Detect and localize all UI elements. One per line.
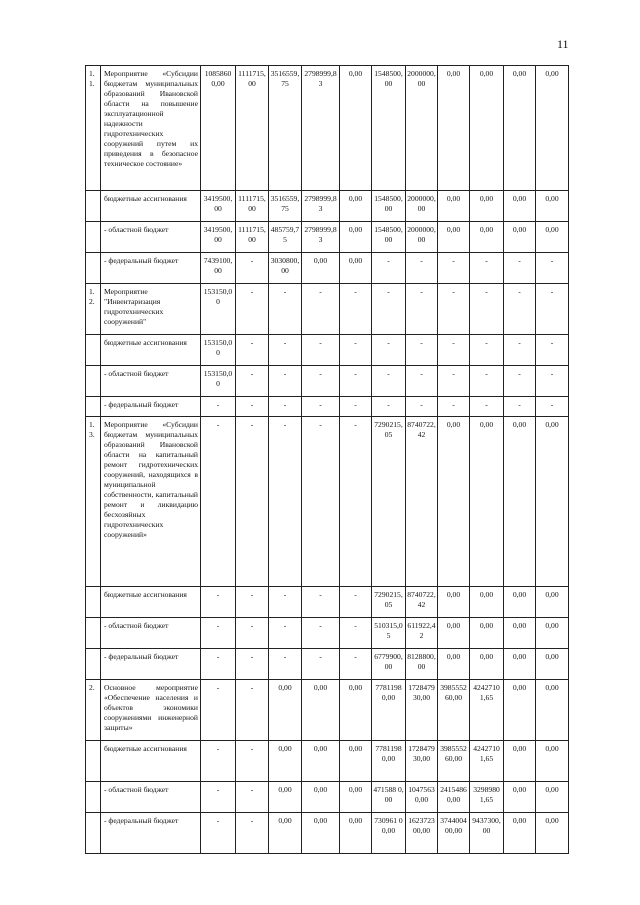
value-cell: 1548500,00: [372, 191, 406, 222]
value-cell: -: [236, 649, 269, 680]
value-cell: -: [340, 618, 372, 649]
value-cell: 0,00: [269, 741, 302, 782]
row-name: бюджетные ассигнования: [101, 335, 201, 366]
value-cell: 7439100,00: [201, 253, 236, 284]
value-cell: -: [340, 587, 372, 618]
value-cell: 0,00: [269, 680, 302, 741]
value-cell: -: [302, 335, 340, 366]
value-cell: -: [236, 782, 269, 813]
row-name: Мероприятие «Субсидии бюджетам муниципальных образований Ивановской области на повышение эксплуатационной надежности гидротехнических сооружений путем их приведения в безопасное техническое состояние»: [101, 66, 201, 191]
row-number: 1. 1.: [86, 66, 101, 191]
table-row: [86, 417, 569, 587]
value-cell: 153150,00: [201, 335, 236, 366]
value-cell: 0,00: [340, 66, 372, 191]
value-cell: 0,00: [438, 417, 470, 587]
value-cell: -: [504, 284, 536, 335]
row-number: [86, 782, 101, 813]
value-cell: -: [438, 284, 470, 335]
value-cell: -: [236, 417, 269, 587]
value-cell: 0,00: [340, 782, 372, 813]
value-cell: -: [372, 253, 406, 284]
value-cell: 0,00: [269, 782, 302, 813]
value-cell: -: [201, 587, 236, 618]
value-cell: 485759,75: [269, 222, 302, 253]
value-cell: 0,00: [340, 191, 372, 222]
row-number: [86, 253, 101, 284]
row-number: [86, 741, 101, 782]
value-cell: -: [269, 284, 302, 335]
value-cell: -: [201, 782, 236, 813]
row-name: - областной бюджет: [101, 366, 201, 397]
value-cell: 0,00: [470, 191, 504, 222]
value-cell: -: [236, 253, 269, 284]
value-cell: -: [236, 335, 269, 366]
value-cell: 0,00: [470, 649, 504, 680]
value-cell: 0,00: [536, 813, 569, 854]
value-cell: 0,00: [438, 222, 470, 253]
value-cell: -: [470, 284, 504, 335]
value-cell: 0,00: [536, 191, 569, 222]
value-cell: 7290215,05: [372, 587, 406, 618]
value-cell: -: [302, 397, 340, 417]
value-cell: -: [340, 397, 372, 417]
value-cell: 153150,00: [201, 366, 236, 397]
value-cell: 0,00: [536, 782, 569, 813]
value-cell: 471588 0,00: [372, 782, 406, 813]
value-cell: 8740722,42: [406, 587, 438, 618]
value-cell: -: [438, 335, 470, 366]
value-cell: 0,00: [340, 680, 372, 741]
value-cell: 0,00: [269, 813, 302, 854]
value-cell: -: [536, 397, 569, 417]
value-cell: 0,00: [438, 66, 470, 191]
value-cell: 7290215,05: [372, 417, 406, 587]
table-row: [86, 680, 569, 741]
value-cell: 0,00: [504, 782, 536, 813]
value-cell: -: [236, 618, 269, 649]
table-row: [86, 222, 569, 253]
value-cell: -: [201, 680, 236, 741]
row-name: Мероприятие "Инвентаризация гидротехнических сооружений": [101, 284, 201, 335]
value-cell: 0,00: [340, 741, 372, 782]
value-cell: 398555260,00: [438, 741, 470, 782]
value-cell: -: [470, 335, 504, 366]
value-cell: -: [372, 397, 406, 417]
value-cell: 0,00: [504, 618, 536, 649]
value-cell: 611922,42: [406, 618, 438, 649]
value-cell: -: [236, 587, 269, 618]
value-cell: 0,00: [536, 649, 569, 680]
value-cell: -: [236, 813, 269, 854]
row-number: [86, 649, 101, 680]
value-cell: 162372300,00: [406, 813, 438, 854]
value-cell: -: [236, 680, 269, 741]
table-row: [86, 397, 569, 417]
table-row: [86, 66, 569, 191]
value-cell: 10475630,00: [406, 782, 438, 813]
row-number: 1. 3.: [86, 417, 101, 587]
value-cell: 510315,05: [372, 618, 406, 649]
value-cell: -: [201, 741, 236, 782]
value-cell: 9437300,00: [470, 813, 504, 854]
value-cell: 0,00: [536, 222, 569, 253]
value-cell: 0,00: [470, 222, 504, 253]
value-cell: -: [269, 397, 302, 417]
value-cell: 7781198 0,00: [372, 680, 406, 741]
value-cell: -: [504, 366, 536, 397]
table-row: [86, 191, 569, 222]
value-cell: 172847930,00: [406, 741, 438, 782]
value-cell: -: [438, 397, 470, 417]
value-cell: 0,00: [536, 417, 569, 587]
value-cell: 10858600,00: [201, 66, 236, 191]
row-name: Мероприятие «Субсидии бюджетам муниципальных образований Ивановской области на капитальный ремонт гидротехнических сооружений, находящихся в муниципальной собственности, капитальный ремонт и ликвидацию бесхозяйных гидротехнических сооружений»: [101, 417, 201, 587]
value-cell: 0,00: [302, 741, 340, 782]
row-name: - областной бюджет: [101, 222, 201, 253]
value-cell: 172847930,00: [406, 680, 438, 741]
table-row: [86, 649, 569, 680]
value-cell: -: [340, 284, 372, 335]
value-cell: 0,00: [504, 417, 536, 587]
value-cell: 0,00: [504, 66, 536, 191]
row-number: [86, 397, 101, 417]
value-cell: 0,00: [536, 587, 569, 618]
row-number: 1. 2.: [86, 284, 101, 335]
value-cell: 32989801,65: [470, 782, 504, 813]
value-cell: -: [201, 618, 236, 649]
row-name: - федеральный бюджет: [101, 649, 201, 680]
value-cell: -: [406, 335, 438, 366]
value-cell: -: [302, 587, 340, 618]
value-cell: -: [438, 366, 470, 397]
value-cell: -: [536, 284, 569, 335]
value-cell: -: [406, 253, 438, 284]
value-cell: 3419500,00: [201, 191, 236, 222]
value-cell: 8740722,42: [406, 417, 438, 587]
value-cell: 0,00: [470, 417, 504, 587]
row-name: бюджетные ассигнования: [101, 587, 201, 618]
value-cell: 42427101,65: [470, 680, 504, 741]
value-cell: 0,00: [302, 680, 340, 741]
row-name: - федеральный бюджет: [101, 813, 201, 854]
value-cell: 3419500,00: [201, 222, 236, 253]
row-number: [86, 587, 101, 618]
value-cell: 0,00: [504, 741, 536, 782]
table-row: [86, 335, 569, 366]
value-cell: 0,00: [536, 680, 569, 741]
value-cell: -: [269, 366, 302, 397]
value-cell: 3030800,00: [269, 253, 302, 284]
value-cell: 1548500,00: [372, 66, 406, 191]
table-row: [86, 253, 569, 284]
value-cell: 0,00: [340, 813, 372, 854]
value-cell: 2000000,00: [406, 66, 438, 191]
table-row: [86, 782, 569, 813]
value-cell: -: [504, 253, 536, 284]
value-cell: -: [372, 366, 406, 397]
value-cell: 6779900,00: [372, 649, 406, 680]
value-cell: -: [536, 335, 569, 366]
value-cell: 3516559,75: [269, 66, 302, 191]
value-cell: -: [236, 741, 269, 782]
value-cell: 0,00: [504, 813, 536, 854]
row-number: 2.: [86, 680, 101, 741]
row-name: бюджетные ассигнования: [101, 191, 201, 222]
value-cell: 1548500,00: [372, 222, 406, 253]
table-row: [86, 813, 569, 854]
row-number: [86, 222, 101, 253]
table-row: [86, 587, 569, 618]
value-cell: 0,00: [470, 66, 504, 191]
value-cell: -: [302, 284, 340, 335]
row-number: [86, 813, 101, 854]
value-cell: -: [269, 335, 302, 366]
value-cell: -: [504, 397, 536, 417]
value-cell: 0,00: [504, 587, 536, 618]
row-name: Основное мероприятие «Обеспечение населения и объектов экономики сооружениями инженерной защиты»: [101, 680, 201, 741]
value-cell: -: [372, 284, 406, 335]
value-cell: 0,00: [438, 587, 470, 618]
row-name: бюджетные ассигнования: [101, 741, 201, 782]
value-cell: -: [536, 366, 569, 397]
value-cell: 153150,00: [201, 284, 236, 335]
value-cell: 0,00: [302, 782, 340, 813]
value-cell: 0,00: [536, 618, 569, 649]
value-cell: 8128800,00: [406, 649, 438, 680]
table-row: [86, 366, 569, 397]
value-cell: -: [504, 335, 536, 366]
value-cell: -: [269, 587, 302, 618]
value-cell: 0,00: [438, 618, 470, 649]
value-cell: -: [406, 366, 438, 397]
value-cell: 1111715,00: [236, 66, 269, 191]
value-cell: -: [201, 813, 236, 854]
value-cell: 0,00: [504, 680, 536, 741]
value-cell: 2798999,83: [302, 222, 340, 253]
value-cell: -: [372, 335, 406, 366]
value-cell: -: [340, 649, 372, 680]
value-cell: -: [406, 397, 438, 417]
value-cell: -: [470, 397, 504, 417]
budget-table: [85, 65, 569, 854]
value-cell: 0,00: [302, 813, 340, 854]
value-cell: 0,00: [504, 222, 536, 253]
value-cell: -: [302, 366, 340, 397]
value-cell: -: [302, 417, 340, 587]
value-cell: -: [236, 284, 269, 335]
value-cell: 1111715,00: [236, 191, 269, 222]
row-name: - федеральный бюджет: [101, 397, 201, 417]
row-name: - областной бюджет: [101, 618, 201, 649]
value-cell: -: [406, 284, 438, 335]
value-cell: 0,00: [470, 618, 504, 649]
value-cell: 730961 00,00: [372, 813, 406, 854]
value-cell: -: [302, 649, 340, 680]
value-cell: 2000000,00: [406, 191, 438, 222]
table-row: [86, 284, 569, 335]
value-cell: 1111715,00: [236, 222, 269, 253]
page-number: 11: [557, 37, 569, 51]
value-cell: -: [470, 366, 504, 397]
table-row: [86, 741, 569, 782]
value-cell: 0,00: [536, 66, 569, 191]
row-number: [86, 618, 101, 649]
value-cell: 0,00: [470, 587, 504, 618]
value-cell: 0,00: [438, 649, 470, 680]
value-cell: 398555260,00: [438, 680, 470, 741]
value-cell: 374400400,00: [438, 813, 470, 854]
value-cell: -: [236, 366, 269, 397]
value-cell: 0,00: [340, 253, 372, 284]
value-cell: -: [201, 417, 236, 587]
value-cell: -: [340, 335, 372, 366]
value-cell: 0,00: [536, 741, 569, 782]
value-cell: -: [438, 253, 470, 284]
value-cell: 24154860,00: [438, 782, 470, 813]
value-cell: -: [201, 649, 236, 680]
row-number: [86, 366, 101, 397]
value-cell: 0,00: [504, 649, 536, 680]
value-cell: -: [302, 618, 340, 649]
value-cell: -: [201, 397, 236, 417]
value-cell: -: [269, 649, 302, 680]
value-cell: 0,00: [340, 222, 372, 253]
value-cell: -: [236, 397, 269, 417]
value-cell: 2000000,00: [406, 222, 438, 253]
value-cell: 42427101,65: [470, 741, 504, 782]
row-number: [86, 335, 101, 366]
value-cell: 2798999,83: [302, 66, 340, 191]
value-cell: -: [536, 253, 569, 284]
table-row: [86, 618, 569, 649]
value-cell: 3516559,75: [269, 191, 302, 222]
value-cell: -: [340, 366, 372, 397]
value-cell: 0,00: [302, 253, 340, 284]
value-cell: 2798999,83: [302, 191, 340, 222]
row-name: - областной бюджет: [101, 782, 201, 813]
value-cell: 0,00: [504, 191, 536, 222]
value-cell: -: [340, 417, 372, 587]
value-cell: -: [269, 618, 302, 649]
value-cell: -: [470, 253, 504, 284]
value-cell: 0,00: [438, 191, 470, 222]
row-number: [86, 191, 101, 222]
row-name: - федеральный бюджет: [101, 253, 201, 284]
value-cell: 7781198 0,00: [372, 741, 406, 782]
value-cell: -: [269, 417, 302, 587]
